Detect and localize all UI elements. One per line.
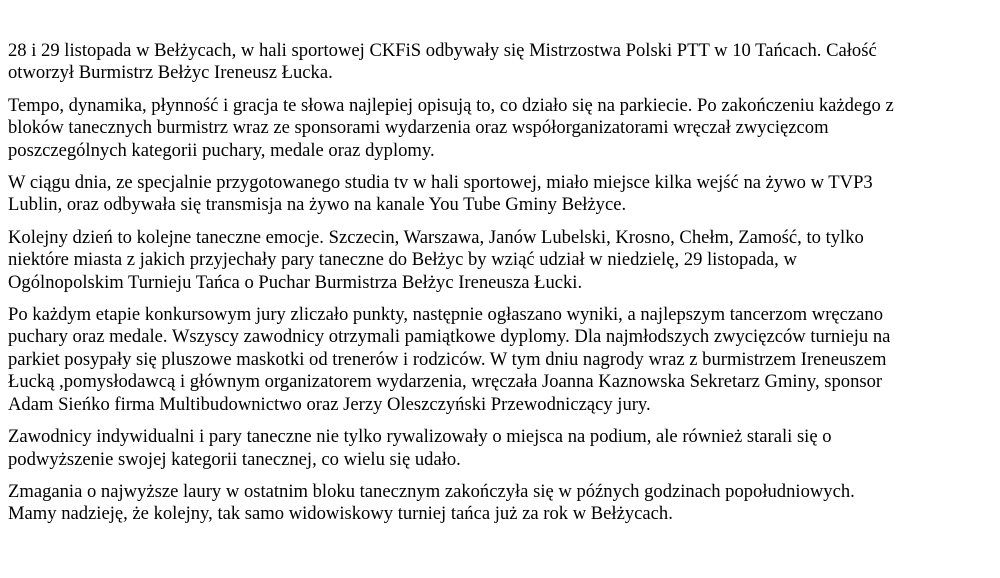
text-line: 28 i 29 listopada w Bełżycach, w hali sportowej CKFiS odbywały się Mistrzostwa Polski PTT w 10 Tańcach. Całość (8, 40, 877, 61)
text-line: poszczególnych kategorii puchary, medale oraz dyplomy. (8, 139, 435, 161)
paragraph-categories (8, 426, 998, 471)
paragraph-broadcast (8, 172, 998, 217)
text-line: puchary oraz medale. Wszyscy zawodnicy otrzymali pamiątkowe dyplomy. Dla najmłodszych zwycięzców turnieju na (8, 326, 891, 348)
text-line: Łucką ,pomysłodawcą i głównym organizatorem wydarzenia, wręczała Joanna Kaznowska Sekretarz Gminy, sponsor (8, 371, 883, 393)
text-line: niektóre miasta z jakich przyjechały pary taneczne do Bełżyc by wziąć udział w niedzielę, 29 listopada, w (8, 249, 797, 271)
paragraph-competition (8, 95, 998, 162)
text-line: Tempo, dynamika, płynność i gracja te słowa najlepiej opisują to, co działo się na parkiecie. Po zakończeniu każdego z (8, 94, 894, 116)
text-line: Kolejny dzień to kolejne taneczne emocje. Szczecin, Warszawa, Janów Lubelski, Krosno, Chełm, Zamość, to tylko (8, 226, 864, 248)
paragraph-closing (8, 481, 998, 526)
text-line: otworzył Burmistrz Bełżyc Ireneusz Łucka. (8, 62, 333, 84)
text-line: Po każdym etapie konkursowym jury zliczało punkty, następnie ogłaszano wyniki, a najlepszym tancerzom wręczano (8, 304, 884, 326)
text-line: Zawodnicy indywidualni i pary taneczne nie tylko rywalizowały o miejsca na podium, ale również starali się o (8, 426, 832, 448)
text-line: Ogólnopolskim Turnieju Tańca o Puchar Burmistrza Bełżyc Ireneusza Łucki. (8, 271, 583, 293)
text-line: Lublin, oraz odbywała się transmisja na żywo na kanale You Tube Gminy Bełżyce. (8, 194, 627, 216)
text-line: Adam Sieńko firma Multibudownictwo oraz Jerzy Oleszczyński Przewodniczący jury. (8, 393, 651, 415)
text-line: bloków tanecznych burmistrz wraz ze sponsorami wydarzenia oraz współorganizatorami wręczał zwycięzcom (8, 117, 829, 139)
paragraph-opening (8, 40, 998, 85)
text-line: Mamy nadzieję, że kolejny, tak samo widowiskowy turniej tańca już za rok w Bełżycach. (8, 503, 673, 525)
text-line: podwyższenie swojej kategorii tanecznej, co wielu się udało. (8, 448, 461, 470)
document-body (8, 40, 998, 536)
text-line: W ciągu dnia, ze specjalnie przygotowanego studia tv w hali sportowej, miało miejsce kilka wejść na żywo w TVP3 (8, 172, 873, 194)
text-line: parkiet posypały się pluszowe maskotki od trenerów i rodziców. W tym dniu nagrody wraz z burmistrzem Ireneuszem (8, 348, 887, 370)
text-line: Zmagania o najwyższe laury w ostatnim bloku tanecznym zakończyła się w późnych godzinach popołudniowych. (8, 480, 855, 502)
paragraph-awards (8, 304, 998, 416)
paragraph-second-day (8, 227, 998, 294)
